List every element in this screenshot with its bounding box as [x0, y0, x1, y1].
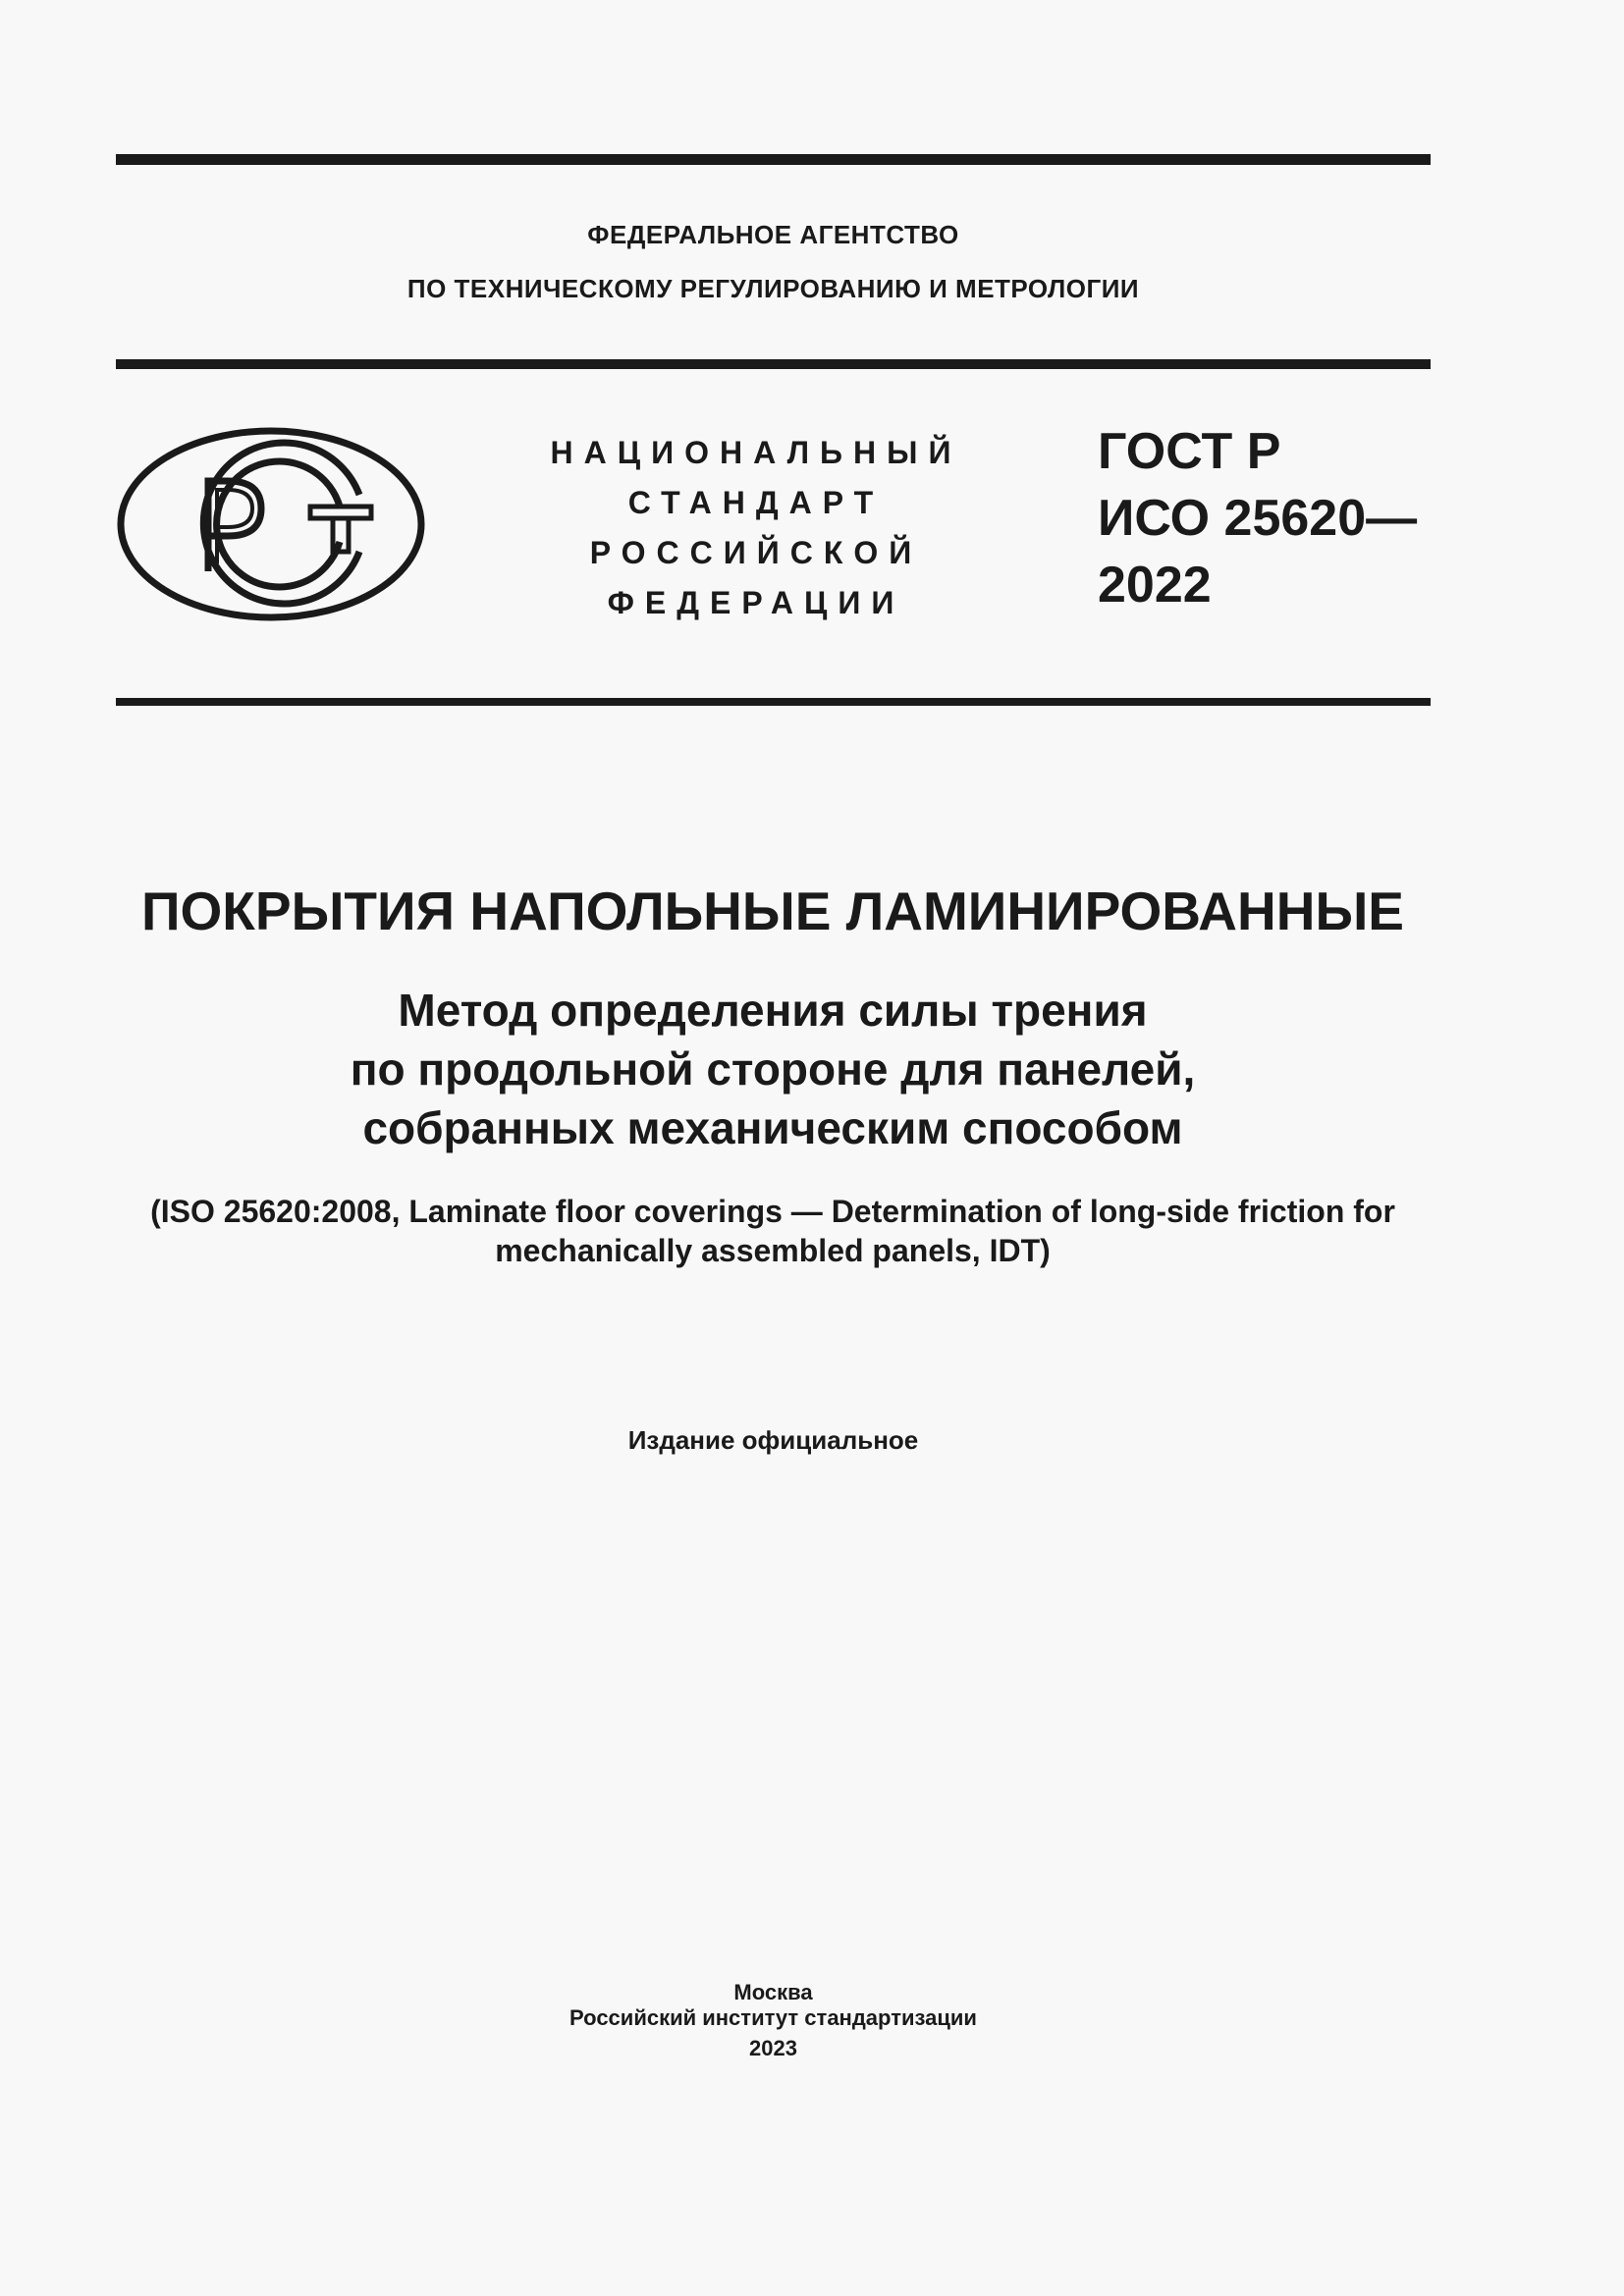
standard-number-line-3: 2022: [1098, 557, 1212, 614]
imprint-city: Москва: [733, 1980, 813, 2004]
document-subtitle-line-3: собранных механическим способом: [362, 1102, 1183, 1153]
national-standard-line-3: РОССИЙСКОЙ: [589, 535, 923, 570]
edition-label: Издание официальное: [627, 1425, 919, 1455]
document-title: ПОКРЫТИЯ НАПОЛЬНЫЕ ЛАМИНИРОВАННЫЕ: [141, 881, 1404, 941]
iso-reference-line-2: mechanically assembled panels, IDT): [495, 1233, 1051, 1268]
national-standard-line-4: ФЕДЕРАЦИИ: [607, 585, 905, 620]
imprint-year: 2023: [749, 2036, 797, 2060]
standard-number-line-1: ГОСТ Р: [1098, 423, 1281, 480]
iso-reference-line-1: (ISO 25620:2008, Laminate floor coverings — Determination of long-side friction for: [150, 1194, 1395, 1229]
top-divider: [116, 154, 1431, 165]
document-subtitle-line-1: Метод определения силы трения: [398, 985, 1148, 1036]
national-standard-line-1: НАЦИОНАЛЬНЫЙ: [550, 435, 962, 470]
agency-name-line-2: ПО ТЕХНИЧЕСКОМУ РЕГУЛИРОВАНИЮ И МЕТРОЛОГИИ: [406, 274, 1140, 303]
standard-block-divider: [116, 698, 1431, 706]
imprint-publisher: Российский институт стандартизации: [569, 2005, 977, 2030]
rst-certification-mark-icon: [116, 426, 426, 622]
standard-number-line-2: ИСО 25620—: [1098, 490, 1418, 547]
agency-name-line-1: ФЕДЕРАЛЬНОЕ АГЕНТСТВО: [587, 220, 959, 249]
header-divider: [116, 359, 1431, 369]
document-subtitle-line-2: по продольной стороне для панелей,: [350, 1043, 1196, 1095]
national-standard-line-2: СТАНДАРТ: [627, 485, 885, 520]
